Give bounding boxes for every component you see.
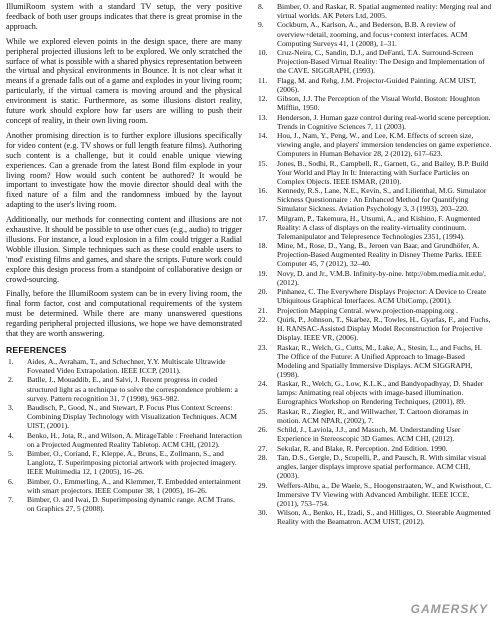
reference-number: 16. xyxy=(258,186,268,196)
reference-item xyxy=(256,343,492,379)
reference-text: Raskar, R., Ziegler, R., and Willwacher, T. Cartoon dioramas in motion. ACM NPAR, (2002), 7. xyxy=(277,406,469,425)
reference-number: 14. xyxy=(258,131,268,140)
reference-item xyxy=(256,379,492,406)
references-heading: REFERENCES xyxy=(6,345,67,355)
reference-number: 3. xyxy=(8,403,14,413)
reference-number: 19. xyxy=(258,268,268,278)
reference-item xyxy=(6,495,242,513)
reference-number: 11. xyxy=(258,75,268,85)
reference-item xyxy=(256,269,492,287)
reference-number: 18. xyxy=(258,241,268,251)
reference-text: Bimber, O., Coriand, F., Kleppe, A., Bruns, E., Zollmann, S., and Langlotz, T. Superimposing pictorial artwork with projected imagery. IEEE Multimedia 12, 1 (2005), 16–26. xyxy=(27,449,237,477)
reference-item xyxy=(256,94,492,112)
paragraph-5: Finally, before the IllumiRoom system can be in every living room, the final form factor, cost and computational requirements of the system must be determined. While there are many unanswered questions regarding peripheral projected illusions, we hope we have demonstrated that they are worth answering. xyxy=(6,289,242,339)
reference-text: Sekular, R. and Blake, R. Perception. 2nd Edition. 1990. xyxy=(277,443,448,453)
reference-number: 7. xyxy=(8,495,14,505)
reference-item xyxy=(256,287,492,305)
reference-text: Mine, M., Rose, D., Yang, B., Jeroen van Baar, and Grundhöfer, A. Projection-Based Augmented Reality in Disney Theme Parks. IEEE Computer 45, 7 (2012), 32–40. xyxy=(277,241,482,269)
reference-text: Gibson, J.J. The Perception of the Visual World. Boston: Houghton Mifflin, 1950. xyxy=(277,94,480,113)
paragraph-3: Another promising direction is to further explore illusions specifically for video content (e.g. TV shows or full length feature films). Authoring such content is a challenge, but it could enable unique viewing experiences. Can a grenade from the latest Bond film explode in your living room? How would such content be authored? It would be important to investigate how the movie director should deal with the fixed nature of a film and the randomness imbued by the layout adapting to the user's living room. xyxy=(6,130,242,210)
reference-item xyxy=(256,76,492,94)
reference-item xyxy=(256,453,492,480)
reference-item xyxy=(256,315,492,342)
reference-item xyxy=(256,306,492,315)
reference-text: Kennedy, R.S., Lane, N.E., Kevin, S., and Lilienthal, M.G. Simulator Sickness Questionnaire : An Enhanced Method for Quantifying Simulator Sickness. Aviation Psychology 3, 3 (1993), 203–220. xyxy=(277,186,487,214)
reference-number: 13. xyxy=(258,112,268,122)
reference-item xyxy=(256,20,492,47)
reference-text: Milgram, P., Takemura, H., Utsumi, A., and Kishino, F. Augmented Reality: A class of displays on the reality-virtuality continuum. Telemanipulator and Telepresence Technologies 2351, (1994). xyxy=(277,213,481,241)
reference-text: Raskar, R., Welch, G., Low, K.L.K., and Bandyopadhyay, D. Shader lamps: Animating real objects with image-based illumination. Eurographics Workshop on Rendering Techniques, (2001), 89. xyxy=(277,379,484,407)
reference-item xyxy=(6,449,242,476)
reference-text: Batlle, J., Mouaddib, E., and Salvi, J. Recent progress in coded structured light as a technique to solve the correspondence problem: a survey. Pattern recognition 31, 7 (1998), 963–982. xyxy=(27,375,238,403)
reference-text: Projection Mapping Central. www.projection-mapping.org . xyxy=(277,305,458,315)
reference-text: Henderson, J. Human gaze control during real-world scene perception. Trends in Cognitive Sciences 7, 11 (2003). xyxy=(277,112,491,131)
reference-number: 24. xyxy=(258,379,268,389)
reference-text: Weffers-Albu, a., De Waele, S., Hoogenstraaten, W., and Kwisthout, C. Immersive TV Viewing with Advanced Ambilight. IEEE ICCE, (2011), 753–754. xyxy=(277,480,492,508)
reference-item xyxy=(256,425,492,443)
left-column xyxy=(6,2,242,514)
reference-number: 25. xyxy=(258,406,268,416)
watermark-logo: GAMERSKY xyxy=(410,602,488,616)
reference-list-left xyxy=(6,357,242,513)
reference-item xyxy=(256,186,492,213)
reference-number: 15. xyxy=(258,158,268,168)
reference-number: 20. xyxy=(258,287,268,297)
reference-number: 4. xyxy=(8,430,14,440)
reference-item xyxy=(256,2,492,20)
reference-number: 10. xyxy=(258,48,268,58)
reference-item xyxy=(256,407,492,425)
reference-text: Pinhanez, C. The Everywhere Displays Projector: A Device to Create Ubiquitous Graphical Interfaces. ACM UbiComp, (2001). xyxy=(277,287,487,306)
reference-text: Bimber, O. and Iwai, D. Superimposing dynamic range. ACM Trans. on Graphics 27, 5 (2008). xyxy=(27,495,235,514)
reference-item xyxy=(256,214,492,241)
reference-text: Bimber, O., Emmerling, A., and Klemmer, T. Embedded entertainment with smart projectors. IEEE Computer 38, 1 (2005), 16–26. xyxy=(27,476,241,495)
reference-number: 29. xyxy=(258,480,268,490)
reference-item xyxy=(6,431,242,449)
reference-number: 21. xyxy=(258,305,268,315)
reference-number: 17. xyxy=(258,213,268,223)
reference-number: 2. xyxy=(8,375,14,385)
reference-item xyxy=(6,375,242,402)
reference-text: Flagg, M. and Rehg, J.M. Projector-Guided Painting. ACM UIST, (2006). xyxy=(277,75,477,94)
reference-text: Novy, D. and Jr., V.M.B. Infinity-by-nine. http://obm.media.mit.edu/, (2012). xyxy=(277,268,486,287)
reference-list-right xyxy=(256,2,492,526)
reference-item xyxy=(256,444,492,453)
paragraph-4: Additionally, our methods for connecting content and illusions are not exhaustive. It should be possible to use other cues (e.g., audio) to trigger illusions. For instance, a loud explosion in a film could trigger a Radial Wobble illusion. Simple techniques such as these could enable users to 'mod' existing films and games, and share the scripts. Future work could explore this design process from a standpoint of collaborative design or crowd-sourcing. xyxy=(6,215,242,284)
reference-text: Cruz-Neira, C., Sandin, D.J., and DeFanti, T.A. Surround-Screen Projection-Based Virtual Reality: The Design and Implementation of the CAVE. SIGGRAPH, (1993). xyxy=(277,48,485,76)
reference-item xyxy=(256,113,492,131)
reference-number: 28. xyxy=(258,453,268,463)
reference-item xyxy=(6,403,242,430)
reference-text: Bimber, O. and Raskar, R. Spatial augmented reality: Merging real and virtual worlds. AK Peters Ltd, 2005. xyxy=(277,2,492,21)
reference-number: 12. xyxy=(258,94,268,104)
reference-number: 22. xyxy=(258,315,268,325)
reference-text: Tan, D.S., Gergle, D., Scupelli, P., and Pausch, R. With similar visual angles, larger displays improve spatial performance. ACM CHI, (2003). xyxy=(277,453,487,481)
reference-text: Jones, B., Sodhi, R., Campbell, R., Garnett, G., and Bailey, B.P. Build Your World and Play In It: Interacting with Surface Particles on Complex Objects. IEEE ISMAR, (2010). xyxy=(277,158,489,186)
reference-text: Raskar, R., Welch, G., Cutts, M., Lake, A., Stesin, L., and Fuchs, H. The Office of the Future: A Unified Approach to Image-Based Modeling and Spatially Immersive Displays. ACM SIGGRAPH, (1998). xyxy=(277,342,483,379)
reference-item xyxy=(6,477,242,495)
right-column xyxy=(256,2,492,527)
reference-text: Hou, J., Nam, Y., Peng, W., and Lee, K.M. Effects of screen size, viewing angle, and players' immersion tendencies on game experience. Computers in Human Behavior 28, 2 (2012), 617–623. xyxy=(277,131,492,159)
reference-text: Schild, J., Laviola, J.J., and Masuch, M. Understanding User Experience in Stereoscopic 3D Games. ACM CHI, (2012). xyxy=(277,425,461,444)
reference-text: Wilson, A., Benko, H., Izadi, S., and Hilliges, O. Steerable Augmented Reality with the Beamatron. ACM UIST, (2012). xyxy=(277,508,491,527)
reference-text: Quirk, P., Johnson, T., Skarbez, R., Towles, H., Gyarfas, F., and Fuchs, H. RANSAC-Assisted Display Model Reconstruction for Projective Display. IEEE VR, (2006). xyxy=(277,315,491,343)
reference-number: 23. xyxy=(258,342,268,352)
reference-number: 26. xyxy=(258,425,268,435)
reference-text: Baudisch, P., Good, N., and Stewart, P. Focus Plus Context Screens: Combining Display Technology with Visualization Techniques. ACM UIST, (2001). xyxy=(27,403,237,431)
reference-item xyxy=(6,357,242,375)
reference-item xyxy=(256,481,492,508)
reference-number: 6. xyxy=(8,476,14,486)
reference-number: 27. xyxy=(258,443,268,453)
reference-text: Cockburn, A., Karlson, A., and Bederson, B.B. A review of overview+detail, zooming, and focus+context interfaces. ACM Computing Surveys 41, 1 (2008), 1–31. xyxy=(277,20,468,48)
paragraph-1: IllumiRoom system with a standard TV setup, the very positive feedback of both user groups indicates that there is great promise in the approach. xyxy=(6,2,242,31)
reference-item xyxy=(256,241,492,268)
reference-number: 5. xyxy=(8,449,14,459)
reference-number: 9. xyxy=(258,20,264,30)
reference-item xyxy=(256,159,492,186)
paragraph-2: While we explored eleven points in the design space, there are many peripheral projected illusions left to be explored. We only scratched the surface of what is possible with a shared physics representation between the virtual and physical environments in Bounce. It is not clear what it means if a grenade falls out of a game and explodes in your living room; particularly, if the virtual camera is moving around and the physical environment is static. Furthermore, as some illusions distort reality, future work should explore how far users are willing to push their concept of reality, in their own living room. xyxy=(6,36,243,125)
reference-number: 30. xyxy=(258,508,268,518)
reference-number: 1. xyxy=(8,357,14,366)
reference-text: Benko, H., Jota, R., and Wilson, A. MirageTable : Freehand Interaction on a Projected Augmented Reality Tabletop. ACM CHI, (2012). xyxy=(27,430,242,449)
reference-number: 8. xyxy=(258,2,264,11)
reference-item xyxy=(256,131,492,158)
reference-text: Aides, A., Avraham, T., and Schechner, Y.Y. Multiscale Ultrawide Foveated Video Extrapolation. IEEE ICCP, (2011). xyxy=(27,357,226,376)
reference-item xyxy=(256,48,492,75)
reference-item xyxy=(256,508,492,526)
